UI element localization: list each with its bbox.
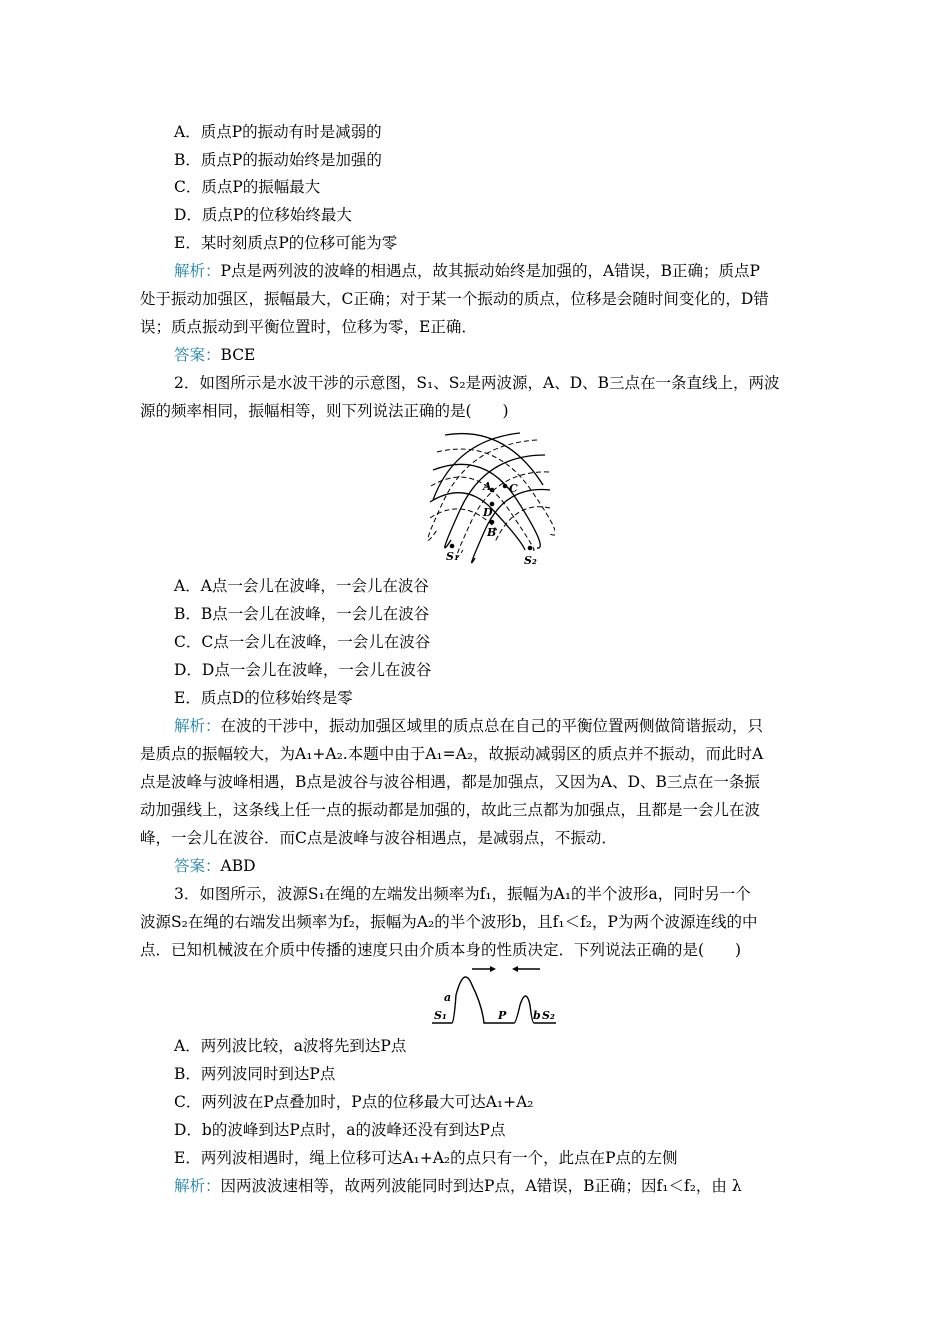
q3-option-d: D．b的波峰到达P点时，a的波峰还没有到达P点: [174, 1121, 506, 1139]
q2-interference-figure: [425, 430, 555, 572]
q3-stem-line-2: 波源S₂在绳的右端发出频率为f₂，振幅为A₂的半个波形b，且f₁＜f₂，P为两个波源连线的中: [140, 913, 758, 931]
q1-analysis-text-1: P点是两列波的波峰的相遇点，故其振动始终是加强的，A错误，B正确；质点P: [220, 262, 760, 280]
q2-option-d: D．D点一会儿在波峰，一会儿在波谷: [174, 661, 432, 679]
q2-analysis-label: 解析：: [174, 717, 221, 735]
point-b-dot: [490, 520, 495, 525]
label-a: a: [444, 991, 452, 1004]
q3-stem-line-3: 点．已知机械波在介质中传播的速度只由介质本身的性质决定．下列说法正确的是( ): [140, 941, 742, 959]
q3-rope-figure: [430, 965, 560, 1030]
s2-dot: [528, 546, 533, 551]
q2-analysis-text-1: 在波的干涉中，振动加强区域里的质点总在自己的平衡位置两侧做简谐振动，只: [220, 717, 764, 735]
q1-analysis-line-3: 误；质点振动到平衡位置时，位移为零，E正确．: [140, 318, 477, 336]
q3-analysis-line-1: [174, 1176, 742, 1196]
q3-analysis-label: 解析：: [174, 1177, 221, 1195]
q1-option-c: C．质点P的振幅最大: [174, 178, 321, 196]
label-s1: S₁: [434, 1009, 447, 1022]
q3-stem-line-1: 3．如图所示，波源S₁在绳的左端发出频率为f₁，振幅为A₁的半个波形a，同时另一个: [174, 885, 751, 903]
q1-option-d: D．质点P的位移始终最大: [174, 206, 352, 224]
q1-analysis-line-2: 处于振动加强区，振幅最大，C正确；对于某一个振动的质点，位移是会随时间变化的，D错: [140, 290, 769, 308]
q1-answer: [174, 345, 255, 365]
q3-analysis-text: 因两波波速相等，故两列波能同时到达P点，A错误，B正确；因f₁＜f₂，由 λ: [220, 1177, 742, 1195]
q1-option-e: E．某时刻质点P的位移可能为零: [174, 234, 398, 252]
q1-analysis-label: 解析：: [174, 262, 221, 280]
q2-answer-value: ABD: [220, 857, 256, 875]
q3-option-b: B．两列波同时到达P点: [174, 1065, 336, 1083]
label-a: A: [483, 480, 492, 493]
q2-stem-line-1: 2．如图所示是水波干涉的示意图，S₁、S₂是两波源，A、D、B三点在一条直线上，两波: [174, 374, 780, 392]
q2-option-c: C．C点一会儿在波峰，一会儿在波谷: [174, 633, 431, 651]
label-b: B: [487, 526, 497, 539]
q2-option-b: B．B点一会儿在波峰，一会儿在波谷: [174, 605, 430, 623]
point-c-dot: [503, 484, 508, 489]
label-c: C: [509, 482, 518, 495]
q3-option-c: C．两列波在P点叠加时，P点的位移最大可达A₁+A₂: [174, 1093, 534, 1111]
label-s1: S₁: [446, 550, 459, 563]
label-d: D: [483, 506, 493, 519]
label-s2: S₂: [524, 554, 537, 567]
q2-analysis-line-1: [174, 716, 763, 736]
s2-trough-2: [457, 472, 549, 558]
q2-analysis-line-5: 峰，一会儿在波谷．而C点是波峰与波谷相遇点，是减弱点，不振动．: [140, 829, 617, 847]
q2-stem-line-2: 源的频率相同，振幅相等，则下列说法正确的是( ): [140, 402, 509, 420]
label-s2: S₂: [542, 1009, 555, 1022]
s1-dot: [450, 544, 455, 549]
q2-option-a: A．A点一会儿在波峰，一会儿在波谷: [174, 577, 429, 595]
arrow-left-head: [512, 966, 518, 972]
q3-option-a: A．两列波比较，a波将先到达P点: [174, 1037, 407, 1055]
q2-answer-label: 答案：: [174, 857, 221, 875]
q1-option-a: A．质点P的振动有时是减弱的: [174, 123, 382, 141]
label-p: P: [498, 1009, 507, 1022]
label-b: b: [533, 1009, 541, 1022]
q2-analysis-line-4: 动加强线上，这条线上任一点的振动都是加强的，故此三点都为加强点，且都是一会儿在波: [140, 801, 761, 819]
s1-crest-3: [445, 434, 543, 485]
q2-answer: [174, 856, 256, 876]
q2-analysis-line-2: 是质点的振幅较大，为A₁+A₂.本题中由于A₁=A₂，故振动减弱区的质点并不振动，而此时A: [140, 745, 764, 763]
q3-option-e: E．两列波相遇时，绳上位移可达A₁+A₂的点只有一个，此点在P点的左侧: [174, 1149, 678, 1167]
q1-option-b: B．质点P的振动始终是加强的: [174, 151, 382, 169]
q1-analysis-line-1: [174, 261, 760, 281]
q1-answer-value: BCE: [220, 346, 256, 364]
s1-crest-1: [430, 493, 525, 550]
q2-analysis-line-3: 点是波峰与波峰相遇，B点是波谷与波谷相遇，都是加强点，又因为A、D、B三点在一条振: [140, 773, 760, 791]
arrow-right-head: [490, 966, 496, 972]
q1-answer-label: 答案：: [174, 346, 221, 364]
q2-option-e: E．质点D的位移始终是零: [174, 689, 353, 707]
s2-trough-1: [495, 507, 550, 542]
